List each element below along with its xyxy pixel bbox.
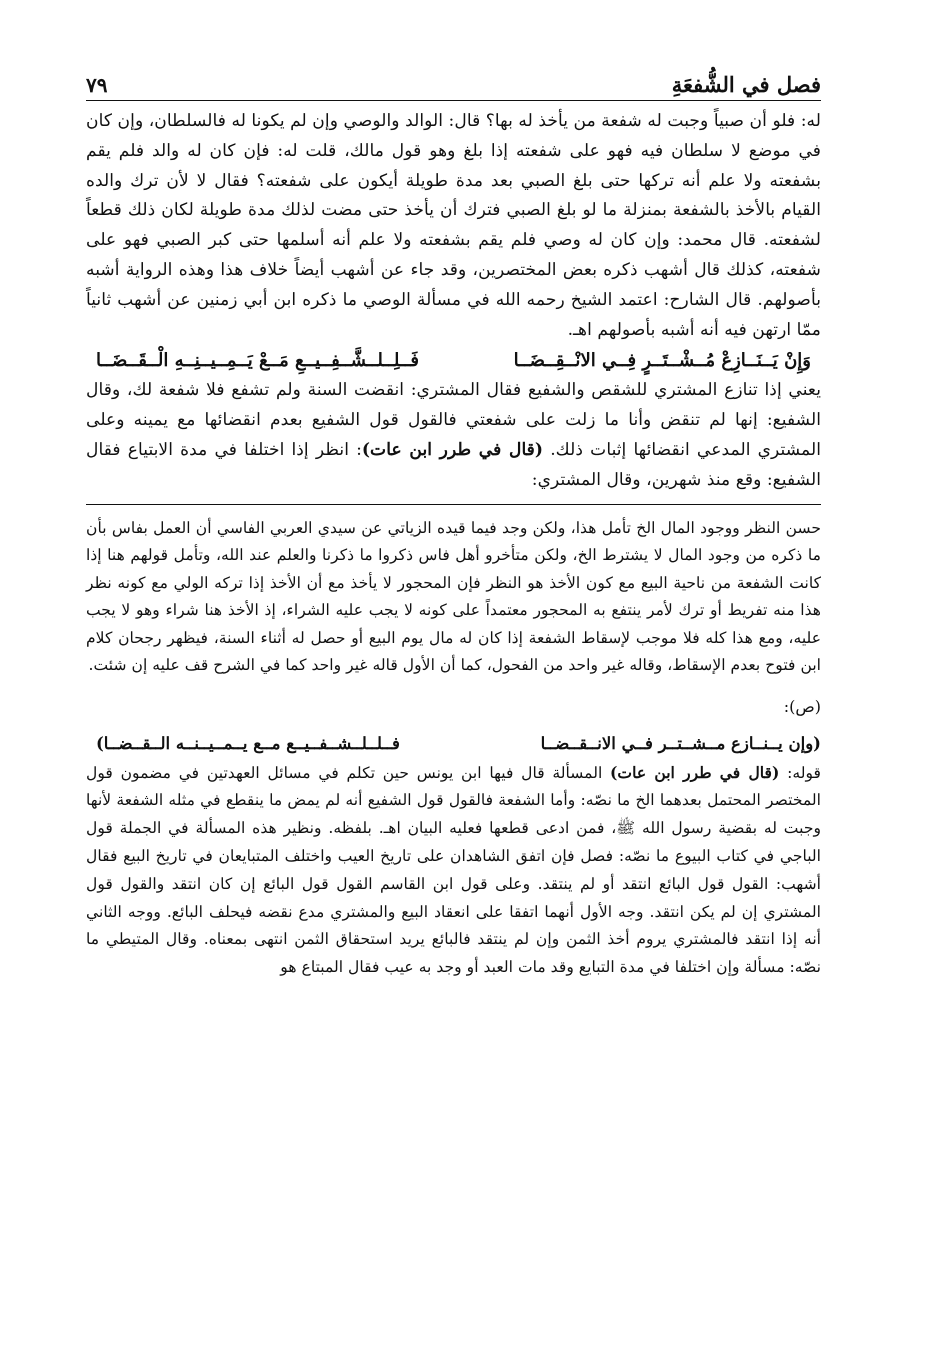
footnote-lead: قوله: — [779, 763, 821, 782]
footnote-verse-first: (وإن يــنــازع مــشــتــر فــي الانــقــضــا — [540, 733, 821, 753]
page-number: ٧٩ — [86, 73, 108, 97]
footnote-verse-second: فــلــلــشــفــيــع مــع يــمــيــنــه الــقــضــا) — [96, 733, 400, 753]
book-page — [86, 50, 821, 982]
footnote-divider — [86, 504, 821, 505]
text-marker: (ص): — [783, 696, 821, 716]
page-header — [86, 50, 821, 101]
verse-second-hemistich: فَــلِــلــشَّــفِــيــعِ مَــعْ يَــمِــيــنِــهِ الْــقَــضَــا — [96, 350, 419, 372]
commentary-lead: يعني إذا تنازع المشتري للشقص والشفيع فقال المشتري: انقضت السنة ولم تشفع فلا شفعة لك، وقال الشفيع: إنها لم تنقض وأنا ما زلت على شفعتي فالقول قول الشفيع بعدم انقضائها مع يمينه وعلى المشتري المدعي انقضائها إثبات ذلك. — [86, 380, 822, 460]
commentary-paragraph — [86, 376, 821, 495]
running-title: فصل في الشُّفعَةِ — [671, 72, 821, 97]
main-text — [86, 107, 821, 496]
commentary-tail: : انظر إذا اختلفا في مدة الابتياع فقال الشفيع: وقع منذ شهرين، وقال المشتري: — [86, 439, 821, 490]
footnote-verse — [86, 728, 821, 759]
poem-verse — [86, 345, 821, 376]
footnote-tail: المسألة قال فيها ابن يونس حين تكلم في مسائل العهدتين في مضمون قول المختصر المحتمل بعدهما الخ ما نصّه: وأما الشفعة فالقول قول الشفيع أنه لم يمض ما ينقطع في مثله الشفعة لأنها وجبت له بقضية رسول الله ﷺ، فمن ادعى قطعها فعليه البيان اهـ. بلفظه. ونظير هذه المسألة في الجملة قول الباجي في كتاب البيوع ما نصّه: فصل فإن اتفق الشاهدان على تاريخ العيب واختلف المتبايعان في تاريخ البيع فقال أشهب: القول قول البائع انتقد أو لم ينتقد. وعلى قول ابن القاسم القول قول البائع إن كان انتقد والقول قول المشتري إن لم يكن انتقد. وجه الأول أنهما اتفقا على انعقاد البيع والمشتري مدع نقضه فيحلف البائع. ووجه الثاني أنه إذا انتقد فالمشتري يروم أخذ الثمن وإن لم ينتقد فالبائع يريد استحقاق الثمن انتهى بمعناه. وقال المتيطي ما نصّه: مسألة وإن اختلفا في مدة التبايع وقد مات العبد أو وجد به عيب فقال المبتاع هو — [86, 763, 821, 977]
citation-bold: (قال في طرر ابن عات) — [361, 439, 544, 460]
main-paragraph: له: فلو أن صبياً وجبت له شفعة من يأخذ له بها؟ قال: الوالد والوصي وإن لم يكونا له فالسلطان، وإن كان في موضع لا سلطان فيه فهو على شفعته إذا بلغ وهو قول مالك، قلت له: فإن كان له والد فلم يقم بشفعته ولا علم أنه تركها حتى بلغ الصبي بعد مدة طويلة أيكون على شفعته؟ فقال لا لأن ترك والده القيام بالأخذ بالشفعة بمنزلة ما لو بلغ الصبي فترك أن يأخذ حتى مضت لذلك مدة طويلة لكان ذلك قطعاً لشفعته. قال محمد: وإن كان له وصي فلم يقم بشفعته ولا علم أنه أسلمها حتى كبر الصبي فهو على شفعته، كذلك قال أشهب ذكره بعض المختصرين، وقد جاء عن أشهب أيضاً خلاف هذا وهذه الرواية أشبه بأصولهم. قال الشارح: اعتمد الشيخ رحمه الله في مسألة الوصي ما ذكره ابن أبي زمنين عن أشهب ثانياً ممّا ارتهن فيه أنه أشبه بأصولهم اهـ. — [86, 111, 821, 340]
footnote-section — [86, 515, 821, 680]
footnote-commentary — [86, 759, 821, 982]
footnote-paragraph: حسن النظر ووجود المال الخ تأمل هذا، ولكن وجد فيما قيده الزياتي عن سيدي العربي الفاسي أن العمل بفاس بأن ما ذكره من وجود المال لا يشترط الخ، ولكن متأخرو أهل فاس ذكروا ما ذكرنا والعلم عند الله، وتأمل قولهم هنا إذا كانت الشفعة من ناحية البيع مع كون الأخذ هو النظر فإن المحجور لا يأخذ مع أن الأخذ إذا تركه الولي مع كونه نظر هذا منه تفريط أو ترك لأمر ينتفع به المحجور معتمداً على كونه لا يجب عليه الشراء، إذ الأخذ هنا شراء وهو لا يجب عليه، ومع هذا كله فلا موجب لإسقاط الشفعة إذا كان له مال يوم البيع أو حصل له أثناء السنة، فيظهر رجحان كلام ابن فتوح بعدم الإسقاط، وقاله غير واحد من الفحول، كما أن الأول قاله غير واحد كما في الشرح قف عليه إن شئت. — [86, 518, 821, 675]
footnote-commentary-paragraph — [86, 759, 821, 982]
footnote-citation-bold: (قال في طرر ابن عات) — [610, 762, 780, 782]
verse-first-hemistich: وَإِنْ يَــنَــازِعْ مُــشْــتَــرٍ فِــي الانْــقِــضَــا — [513, 350, 811, 372]
